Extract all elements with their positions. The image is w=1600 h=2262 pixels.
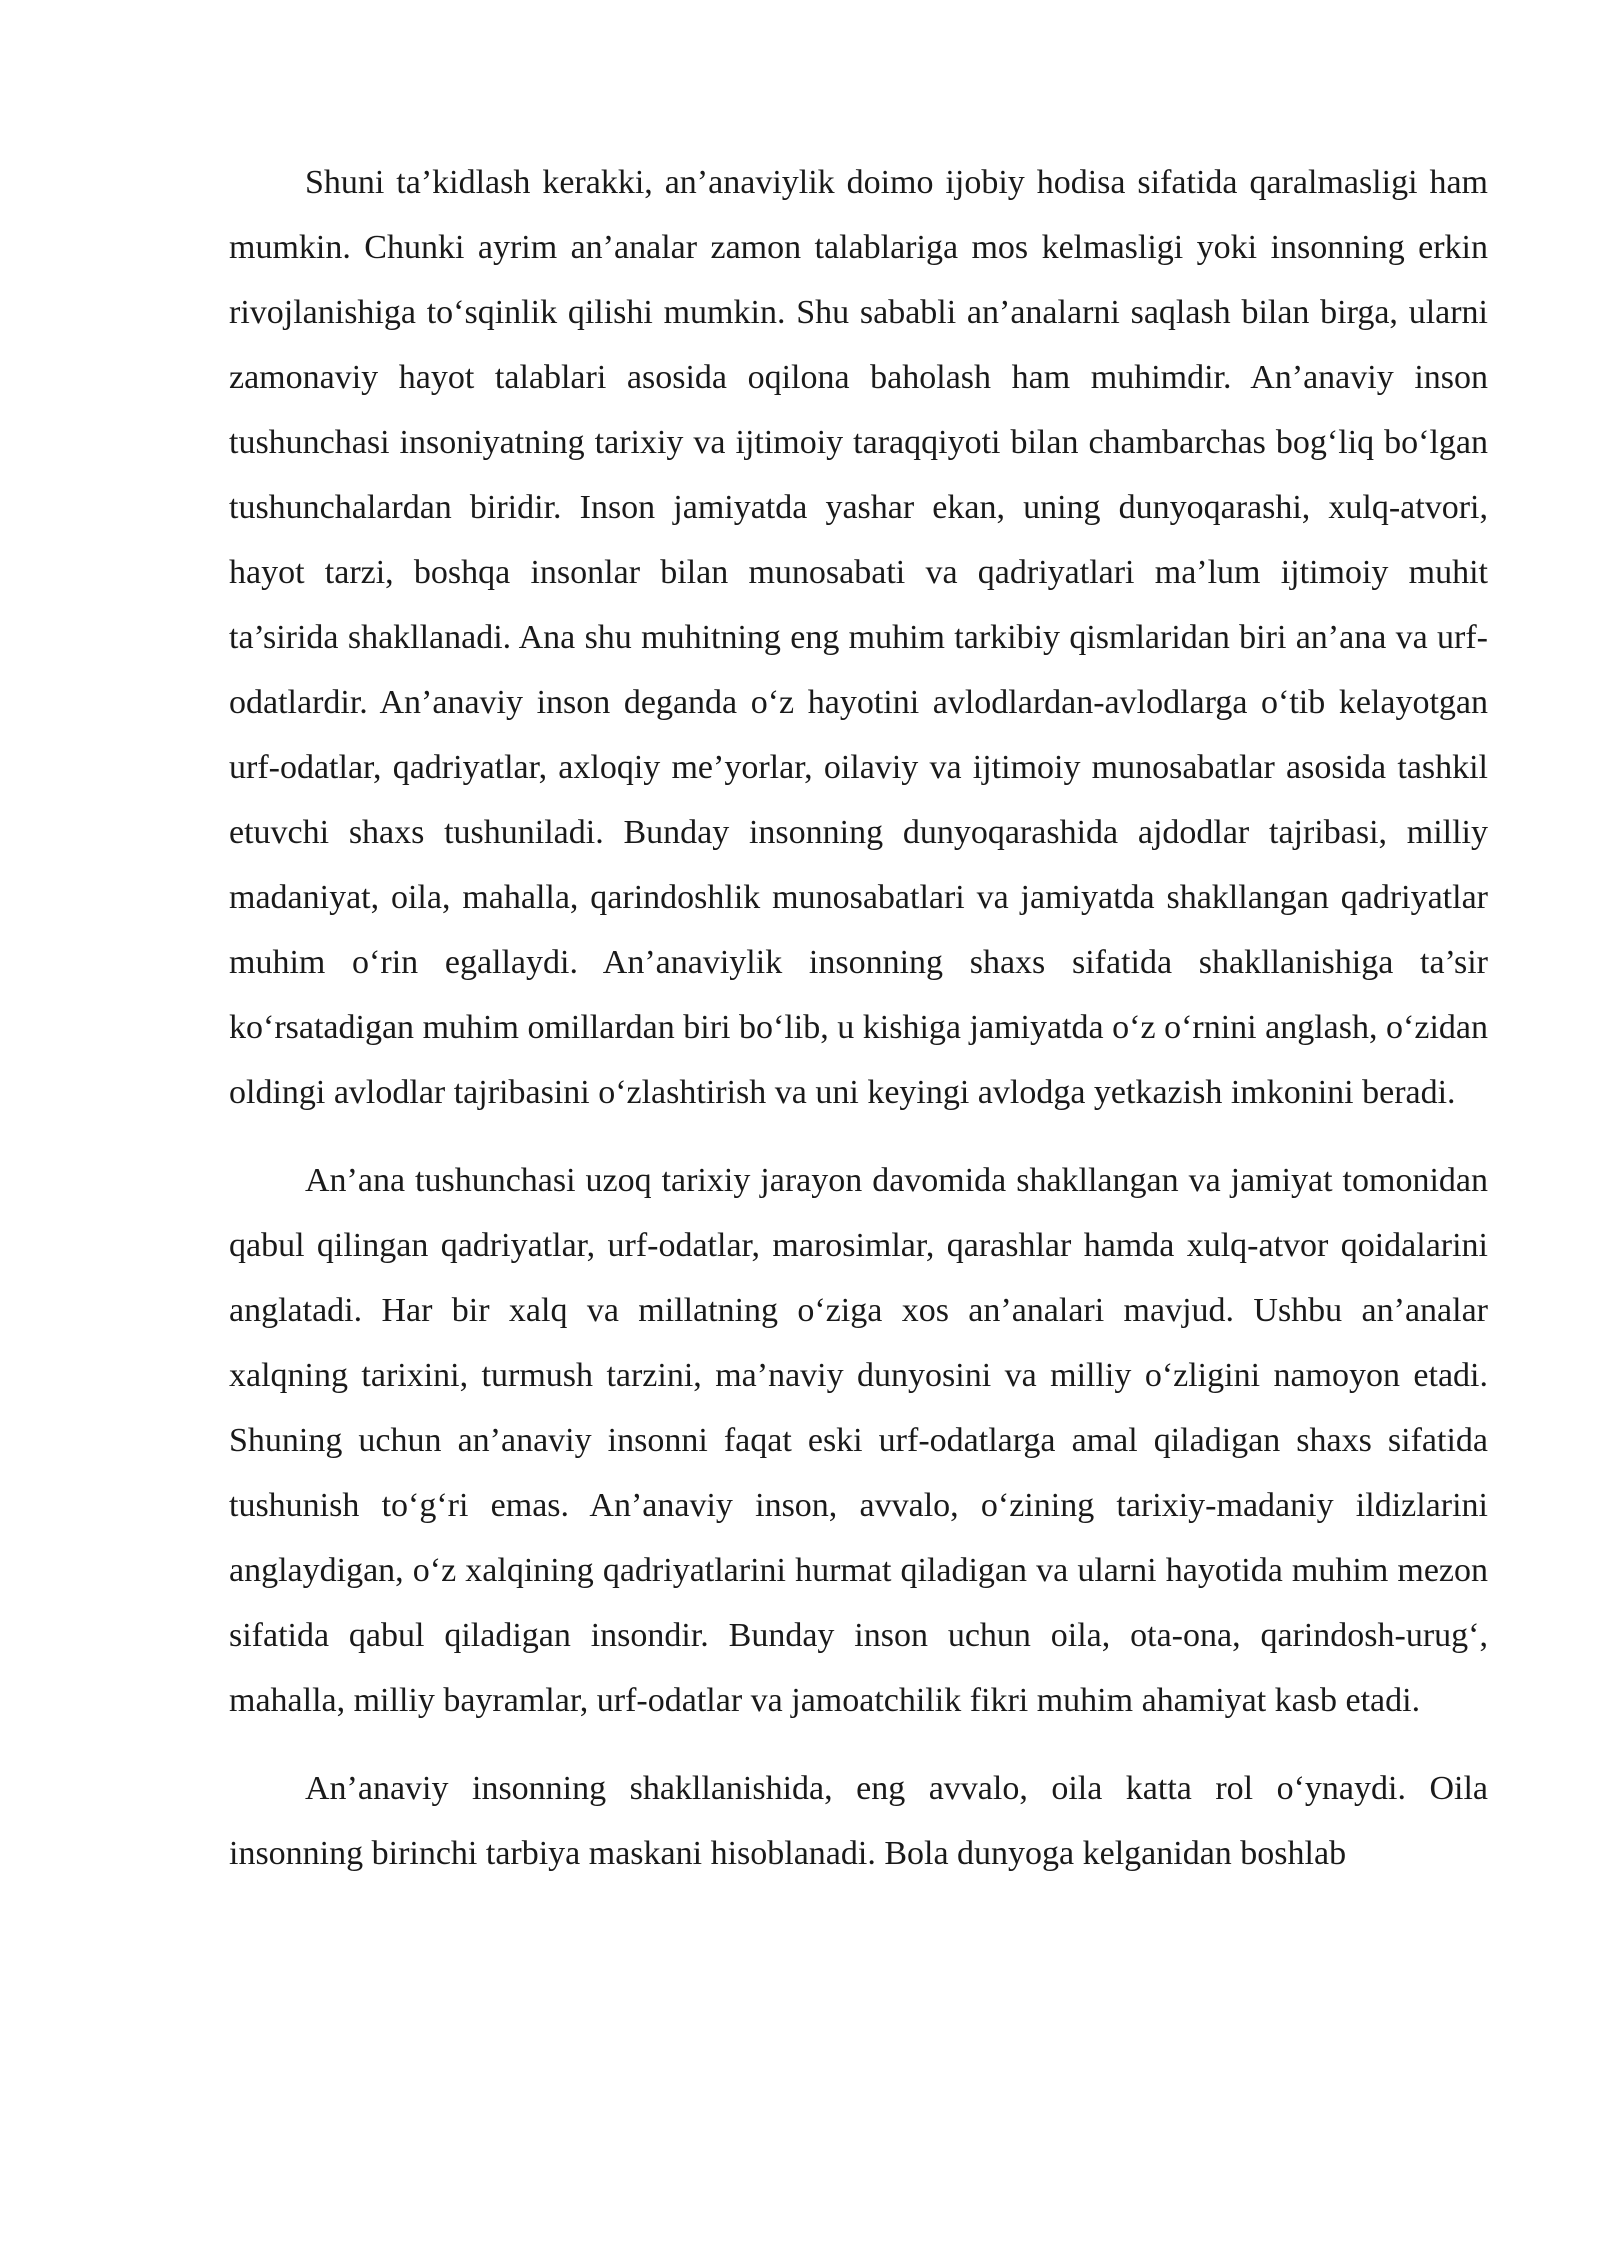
paragraph-3: An’anaviy insonning shakllanishida, eng avvalo, oila katta rol o‘ynaydi. Oila insonning birinchi tarbiya maskani hisoblanadi. Bola dunyoga kelganidan boshlab bbox=[229, 1770, 1488, 1872]
paragraph-2: An’ana tushunchasi uzoq tarixiy jarayon davomida shakllangan va jamiyat tomonidan qabul qilingan qadriyatlar, urf-odatlar, marosimlar, qarashlar hamda xulq-atvor qoidalarini anglatadi. Har bir xalq va millatning o‘ziga xos an’analari mavjud. Ushbu an’analar xalqning tarixini, turmush tarzini, ma’naviy dunyosini va milliy o‘zligini namoyon etadi. Shuning uchun an’anaviy insonni faqat eski urf-odatlarga amal qiladigan shaxs sifatida tushunish to‘g‘ri emas. An’anaviy inson, avvalo, o‘zining tarixiy-madaniy ildizlarini anglaydigan, o‘z xalqining qadriyatlarini hurmat qiladigan va ularni hayotida muhim mezon sifatida qabul qiladigan insondir. Bunday inson uchun oila, ota-ona, qarindosh-urug‘, mahalla, milliy bayramlar, urf-odatlar va jamoatchilik fikri muhim ahamiyat kasb etadi. bbox=[229, 1162, 1488, 1719]
paragraph-1: Shuni ta’kidlash kerakki, an’anaviylik doimo ijobiy hodisa sifatida qaralmasligi ham mumkin. Chunki ayrim an’analar zamon talablariga mos kelmasligi yoki insonning erkin rivojlanishiga to‘sqinlik qilishi mumkin. Shu sababli an’analarni saqlash bilan birga, ularni zamonaviy hayot talablari asosida oqilona baholash ham muhimdir. An’anaviy inson tushunchasi insoniyatning tarixiy va ijtimoiy taraqqiyoti bilan chambarchas bog‘liq bo‘lgan tushunchalardan biridir. Inson jamiyatda yashar ekan, uning dunyoqarashi, xulq-atvori, hayot tarzi, boshqa insonlar bilan munosabati va qadriyatlari ma’lum ijtimoiy muhit ta’sirida shakllanadi. Ana shu muhitning eng muhim tarkibiy qismlaridan biri an’ana va urf-odatlardir. An’anaviy inson deganda o‘z hayotini avlodlardan-avlodlarga o‘tib kelayotgan urf-odatlar, qadriyatlar, axloqiy me’yorlar, oilaviy va ijtimoiy munosabatlar asosida tashkil etuvchi shaxs tushuniladi. Bunday insonning dunyoqarashida ajdodlar tajribasi, milliy madaniyat, oila, mahalla, qarindoshlik munosabatlari va jamiyatda shakllangan qadriyatlar muhim o‘rin egallaydi. An’anaviylik insonning shaxs sifatida shakllanishiga ta’sir ko‘rsatadigan muhim omillardan biri bo‘lib, u kishiga jamiyatda o‘z o‘rnini anglash, o‘zidan oldingi avlodlar tajribasini o‘zlashtirish va uni keyingi avlodga yetkazish imkonini beradi. bbox=[229, 164, 1488, 1111]
document-body bbox=[229, 150, 1488, 1909]
